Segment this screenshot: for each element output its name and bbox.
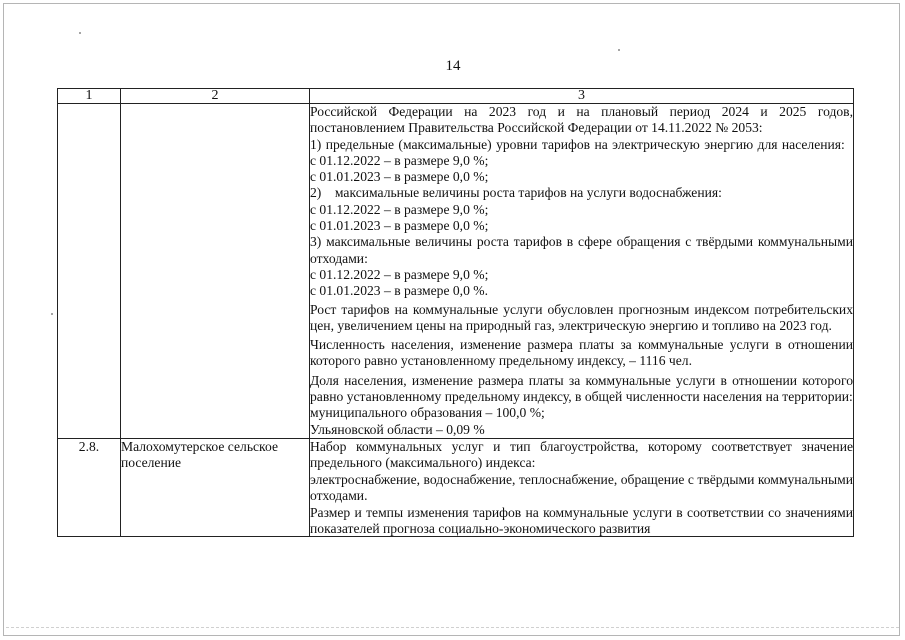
paragraph: Набор коммунальных услуг и тип благоустройства, которому соответствует значение предельного (максимального) индекса:	[310, 438, 853, 471]
date-rate-line: с 01.12.2022 – в размере 9,0 %;	[310, 266, 489, 282]
date-rate-line: с 01.12.2022 – в размере 9,0 %;	[310, 201, 489, 217]
numbered-item: 1) предельные (максимальные) уровни тарифов на электрическую энергию для населения:	[310, 136, 845, 152]
date-rate-line: с 01.01.2023 – в размере 0,0 %;	[310, 169, 489, 185]
page-number: 14	[445, 58, 461, 74]
table-row	[58, 104, 854, 439]
settlement-name	[121, 104, 310, 439]
numbered-item: 2) максимальные величины роста тарифов на услуги водоснабжения:	[310, 185, 722, 201]
paragraph: Рост тарифов на коммунальные услуги обусловлен прогнозным индексом потребительских цен, увеличением цены на природный газ, электрическую энергию и топливо на 2023 год.	[310, 301, 853, 333]
scan-speck	[618, 49, 620, 51]
paragraph: Размер и темпы изменения тарифов на коммунальные услуги в соответствии со значениями показателей прогноза социально-экономического развития	[310, 505, 853, 537]
scan-edge-line	[6, 627, 899, 628]
document-table	[57, 88, 854, 537]
column-header: 2	[121, 89, 310, 104]
paragraph: Доля населения, изменение размера платы за коммунальные услуги в отношении которого равно установленному предельному индексу, в общей численности населения на территории:	[310, 372, 853, 405]
date-rate-line: с 01.12.2022 – в размере 9,0 %;	[310, 152, 489, 168]
scan-speck	[79, 32, 81, 34]
paragraph: электроснабжение, водоснабжение, теплоснабжение, обращение с твёрдыми коммунальными отходами.	[310, 471, 853, 503]
share-line: муниципального образования – 100,0 %;	[310, 405, 545, 421]
scan-speck	[51, 313, 53, 315]
description-cell	[310, 104, 854, 439]
row-number	[58, 104, 121, 439]
column-header: 3	[310, 89, 854, 104]
settlement-name: Малохомутерское сельское поселение	[121, 438, 310, 536]
date-rate-line: с 01.01.2023 – в размере 0,0 %;	[310, 218, 489, 234]
table-row	[58, 438, 854, 536]
share-line: Ульяновской области – 0,09 %	[310, 421, 485, 437]
table-header-row	[58, 89, 854, 104]
numbered-item: 3) максимальные величины роста тарифов в сфере обращения с твёрдыми коммунальными отходами:	[310, 234, 853, 266]
description-cell	[310, 438, 854, 536]
date-rate-line: с 01.01.2023 – в размере 0,0 %.	[310, 283, 488, 299]
paragraph: Российской Федерации на 2023 год и на плановый период 2024 и 2025 годов, постановлением Правительства Российской Федерации от 14.11.2022 № 2053:	[310, 104, 853, 136]
row-number: 2.8.	[58, 438, 121, 536]
column-header: 1	[58, 89, 121, 104]
paragraph: Численность населения, изменение размера платы за коммунальные услуги в отношении которого равно установленному предельному индексу, – 1116 чел.	[310, 337, 853, 369]
